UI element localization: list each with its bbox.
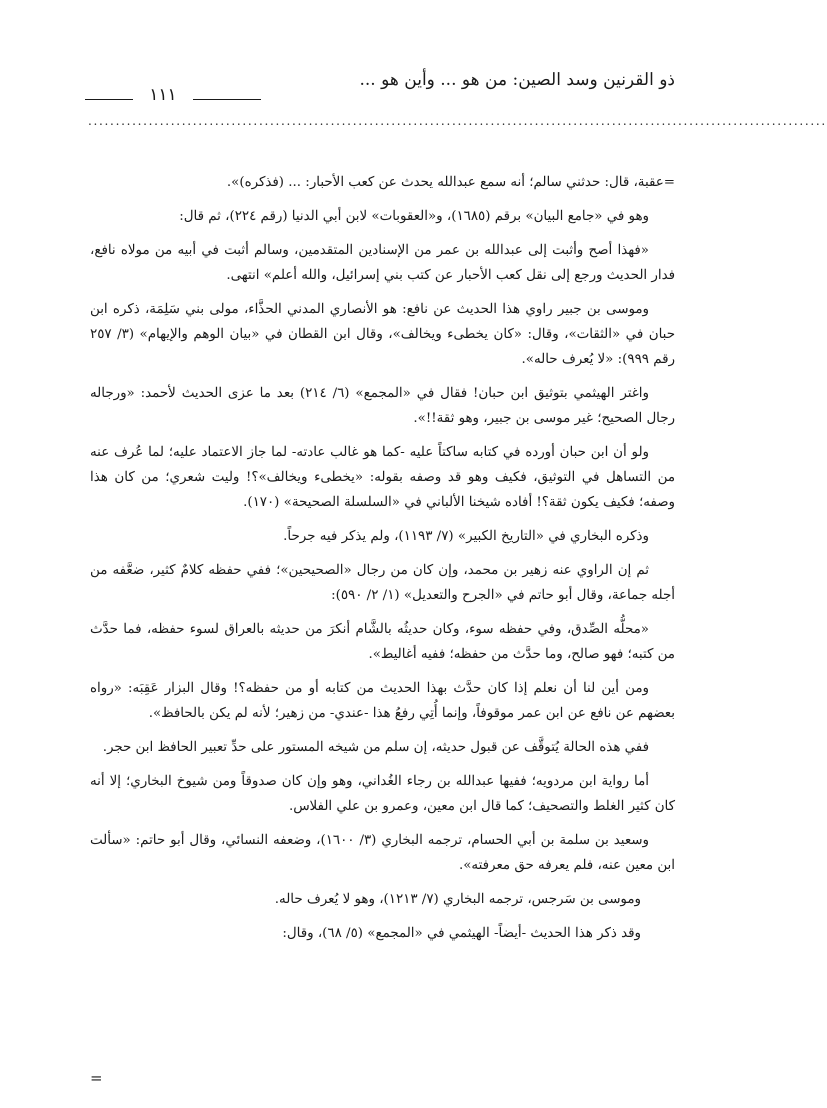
paragraph: =عقبة، قال: حدثني سالم؛ أنه سمع عبدالله يحدث عن كعب الأحبار: ... (فذكره)». — [226, 175, 675, 190]
paragraph: وسعيد بن سلمة بن أبي الحسام، ترجمه البخاري (٣/ ١٦٠٠)، وضعفه النسائي، وقال أبو حاتم: «سألت ابن معين عنه، فلم يعرفه حق معرفته». — [90, 833, 675, 873]
quote-paragraph: «فهذا أصح وأثبت إلى عبدالله بن عمر من الإسنادين المتقدمين، وسالم أثبت في أبيه من مولاه نافع، فدار الحديث ورجع إلى نقل كعب الأحبار عن كتب بني إسرائيل، والله أعلم» انتهى. — [90, 243, 675, 283]
footnote-body — [90, 170, 675, 955]
continuation-mark: = — [90, 1069, 103, 1087]
paragraph: ولو أن ابن حبان أورده في كتابه ساكتاً عليه -كما هو غالب عادته- لما جاز الاعتماد عليه؛ لما عُرف عنه من التساهل في التوثيق، فكيف وهو قد وصفه بقوله: «يخطىء ويخالف»؟! وليت شعري؛ من كان هذا وصفه؛ فكيف يكون ثقة؟! أفاده شيخنا الألباني في «السلسلة الصحيحة» (١٧٠). — [90, 445, 675, 510]
paragraph: وهو في «جامع البيان» برقم (١٦٨٥)، و«العقوبات» لابن أبي الدنيا (رقم ٢٢٤)، ثم قال: — [179, 209, 649, 224]
paragraph: وذكره البخاري في «التاريخ الكبير» (٧/ ١١٩٣)، ولم يذكر فيه جرحاً. — [283, 529, 649, 544]
paragraph: ومن أين لنا أن نعلم إذا كان حدَّث بهذا الحديث من كتابه أو من حفظه؟! وقال البزار عَقِبَه: «رواه بعضهم عن نافع عن ابن عمر موقوفاً، وإنما أُتِي رفعُ هذا -عندي- من زهير؛ لأنه لم يكن بالحافظ». — [90, 681, 675, 721]
quote-paragraph: «محلُّه الصِّدق، وفي حفظه سوء، وكان حديثُه بالشَّام أنكرَ من حديثه بالعراق لسوء حفظه، فما حدَّث من كتبه؛ فهو صالح، وما حدَّث من حفظه؛ ففيه أغاليط». — [90, 622, 675, 662]
paragraph: واغتر الهيثمي بتوثيق ابن حبان! فقال في «المجمع» (٦/ ٢١٤) بعد ما عزى الحديث لأحمد: «ورجاله رجال الصحيح؛ غير موسى بن جبير، وهو ثقة!!». — [90, 386, 675, 426]
running-header — [85, 58, 675, 108]
paragraph: ثم إن الراوي عنه زهير بن محمد، وإن كان من رجال «الصحيحين»؛ ففي حفظه كلامٌ كثير، ضعَّفه من أجله جماعة، وقال أبو حاتم في «الجرح والتعديل» (١/ ٢/ ٥٩٠): — [90, 563, 675, 603]
paragraph: ففي هذه الحالة يُتوقَّف عن قبول حديثه، إن سلم من شيخه المستور على حدِّ تعبير الحافظ ابن حجر. — [102, 740, 649, 755]
header-rule-left — [85, 99, 133, 100]
paragraph: أما رواية ابن مردويه؛ ففيها عبدالله بن رجاء الغُداني، وهو وإن كان صدوقاً ومن شيوخ البخاري؛ إلا أنه كان كثير الغلط والتصحيف؛ كما قال ابن معين، وعمرو بن علي الفلاس. — [90, 774, 675, 814]
paragraph: وقد ذكر هذا الحديث -أيضاً- الهيثمي في «المجمع» (٥/ ٦٨)، وقال: — [282, 926, 641, 941]
header-rule-right — [193, 99, 261, 100]
paragraph: وموسى بن جبير راوي هذا الحديث عن نافع: هو الأنصاري المدني الحذَّاء، مولى بني سَلِمَة، ذكره ابن حبان في «الثقات»، وقال: «كان يخطىء ويخالف»، وقال ابن القطان في «بيان الوهم والإيهام» (٣/ ٢٥٧ رقم ٩٩٩): «لا يُعرف حاله». — [90, 302, 675, 367]
page-number: ١١١ — [149, 85, 177, 105]
paragraph: وموسى بن سَرجس، ترجمه البخاري (٧/ ١٢١٣)، وهو لا يُعرف حاله. — [274, 892, 641, 907]
dotted-separator: ...................................................................................................................................... — [88, 114, 827, 128]
running-title: ذو القرنين وسد الصين: من هو ... وأين هو ... — [359, 70, 675, 90]
